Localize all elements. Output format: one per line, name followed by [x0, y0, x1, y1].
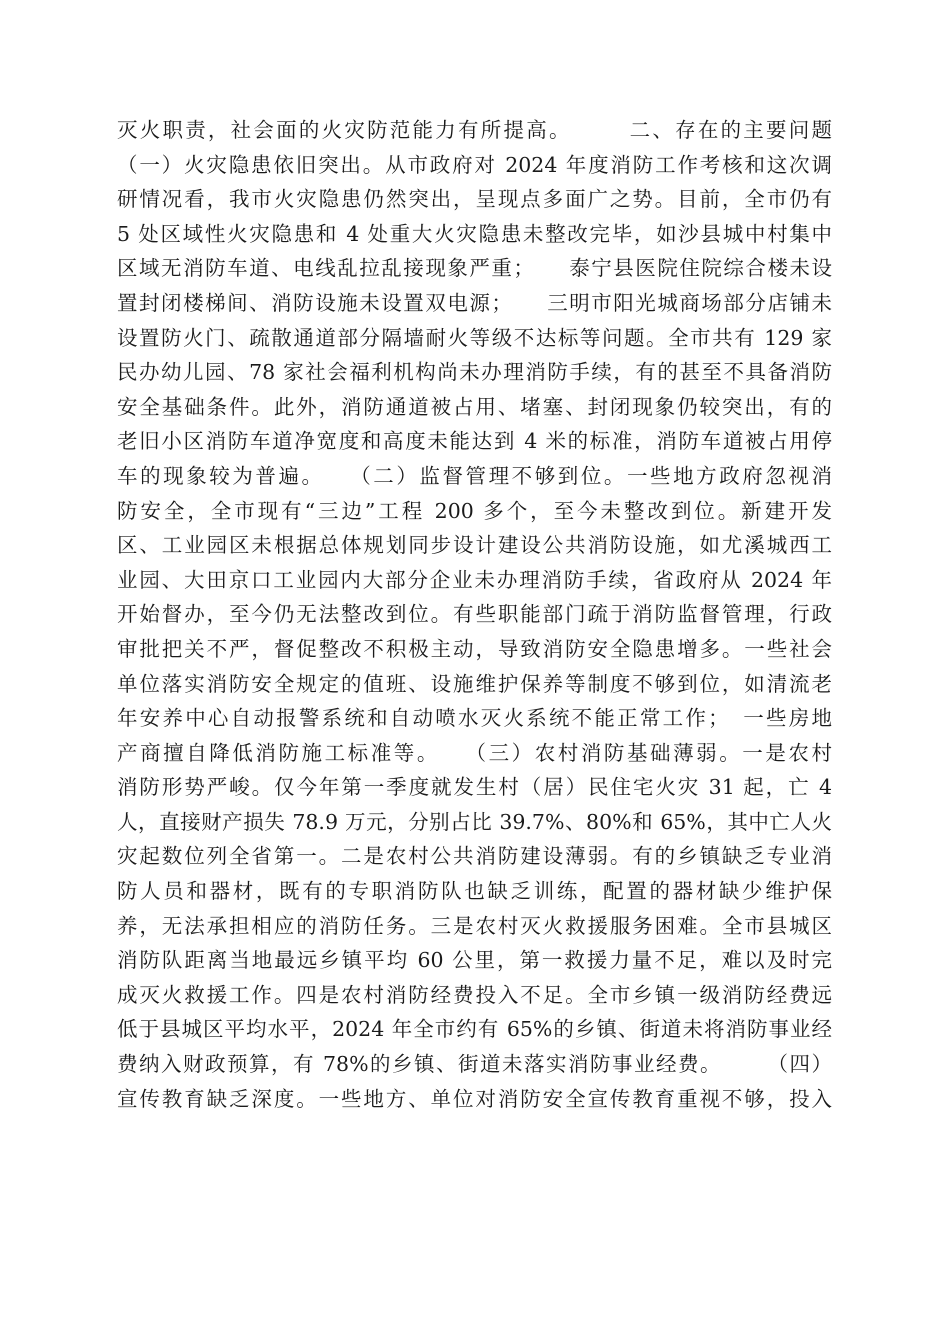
text-line: 成灭火救援工作。四是农村消防经费投入不足。全市乡镇一级消防经费远 — [117, 982, 832, 1007]
text-line: 业园、大田京口工业园内大部分企业未办理消防手续，省政府从 2024 年 — [117, 567, 832, 592]
text-line: 低于县城区平均水平，2024 年全市约有 65%的乡镇、街道未将消防事业经 — [117, 1017, 832, 1042]
text-line: 灾起数位列全省第一。二是农村公共消防建设薄弱。有的乡镇缺乏专业消 — [117, 844, 832, 869]
text-line: 年安养中心自动报警系统和自动喷水灭火系统不能正常工作； 一些房地 — [117, 706, 832, 731]
text-line: 民办幼儿园、78 家社会福利机构尚未办理消防手续，有的甚至不具备消防 — [117, 360, 832, 385]
text-line: 单位落实消防安全规定的值班、设施维护保养等制度不够到位，如清流老 — [117, 671, 832, 696]
text-line: 车的现象较为普遍。 （二）监督管理不够到位。一些地方政府忽视消 — [117, 463, 832, 488]
text-line: 设置防火门、疏散通道部分隔墙耐火等级不达标等问题。全市共有 129 家 — [117, 325, 832, 350]
text-line: 区域无消防车道、电线乱拉乱接现象严重； 泰宁县医院住院综合楼未设 — [117, 256, 832, 281]
text-line: 防人员和器材，既有的专职消防队也缺乏训练，配置的器材缺少维护保 — [117, 879, 832, 904]
text-line: 宣传教育缺乏深度。一些地方、单位对消防安全宣传教育重视不够，投入 — [117, 1086, 832, 1111]
body-text — [117, 113, 832, 1116]
text-line: 人，直接财产损失 78.9 万元，分别占比 39.7%、80%和 65%，其中亡人火 — [117, 809, 832, 834]
text-line: 养，无法承担相应的消防任务。三是农村灭火救援服务困难。全市县城区 — [117, 913, 832, 938]
text-line: 研情况看，我市火灾隐患仍然突出，呈现点多面广之势。目前，全市仍有 — [117, 187, 832, 212]
text-line: 灭火职责，社会面的火灾防范能力有所提高。 二、存在的主要问题 — [117, 118, 832, 142]
text-line: 老旧小区消防车道净宽度和高度未能达到 4 米的标准，消防车道被占用停 — [117, 429, 832, 454]
text-line: 费纳入财政预算，有 78%的乡镇、街道未落实消防事业经费。 （四） — [117, 1052, 832, 1077]
text-line: 5 处区域性火灾隐患和 4 处重大火灾隐患未整改完毕，如沙县城中村集中 — [117, 221, 832, 246]
text-line: 产商擅自降低消防施工标准等。 （三）农村消防基础薄弱。一是农村 — [117, 740, 832, 765]
text-line: 安全基础条件。此外，消防通道被占用、堵塞、封闭现象仍较突出，有的 — [117, 394, 832, 419]
text-line: 消防队距离当地最远乡镇平均 60 公里，第一救援力量不足，难以及时完 — [117, 948, 832, 973]
text-line: 防安全，全市现有“三边”工程 200 多个，至今未整改到位。新建开发 — [117, 498, 832, 523]
text-line: 置封闭楼梯间、消防设施未设置双电源； 三明市阳光城商场部分店铺未 — [117, 290, 832, 315]
text-line: 区、工业园区未根据总体规划同步设计建设公共消防设施，如尤溪城西工 — [117, 533, 832, 558]
text-line: 消防形势严峻。仅今年第一季度就发生村（居）民住宅火灾 31 起，亡 4 — [117, 775, 832, 800]
text-line: 开始督办，至今仍无法整改到位。有些职能部门疏于消防监督管理，行政 — [117, 602, 832, 627]
text-line: 审批把关不严，督促整改不积极主动，导致消防安全隐患增多。一些社会 — [117, 636, 832, 661]
text-line: （一）火灾隐患依旧突出。从市政府对 2024 年度消防工作考核和这次调 — [117, 152, 832, 177]
